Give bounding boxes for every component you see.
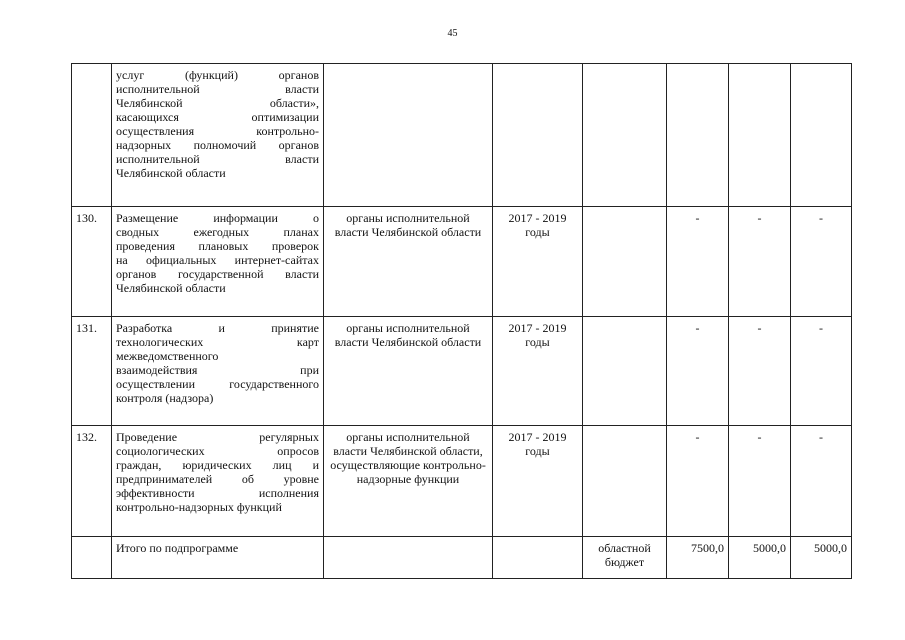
name-line: контрольно-надзорных функций	[116, 500, 282, 514]
name-line: надзорных полномочий органов	[116, 138, 319, 152]
executor: органы исполнительной власти Челябинской области	[324, 207, 493, 317]
total-value-2018: 5000,0	[729, 537, 791, 579]
value-2019	[791, 64, 852, 207]
value-2019: -	[791, 426, 852, 537]
row-number	[72, 64, 112, 207]
value-2017	[667, 64, 729, 207]
funding-source: областной бюджет	[583, 537, 667, 579]
name-line: Разработка и принятие	[116, 321, 319, 335]
value-2017: -	[667, 207, 729, 317]
period: 2017 - 2019 годы	[493, 207, 583, 317]
table-row	[72, 207, 852, 317]
name-line: граждан, юридических лиц и	[116, 458, 319, 472]
total-row	[72, 537, 852, 579]
name-line: Челябинской области	[116, 166, 226, 180]
executor: органы исполнительной власти Челябинской области	[324, 317, 493, 426]
total-label: Итого по подпрограмме	[112, 537, 324, 579]
name-line: органов государственной власти	[116, 267, 319, 281]
measure-name	[112, 207, 324, 317]
executor	[324, 64, 493, 207]
row-number	[72, 537, 112, 579]
page-number: 45	[447, 28, 458, 39]
name-line: осуществления контрольно-	[116, 124, 319, 138]
measure-name	[112, 426, 324, 537]
name-line: исполнительной власти	[116, 152, 319, 166]
period: 2017 - 2019 годы	[493, 426, 583, 537]
value-2018: -	[729, 317, 791, 426]
name-line: исполнительной власти	[116, 82, 319, 96]
total-value-2017: 7500,0	[667, 537, 729, 579]
measure-name	[112, 64, 324, 207]
value-2018: -	[729, 207, 791, 317]
value-2017: -	[667, 426, 729, 537]
table-row	[72, 64, 852, 207]
name-line: на официальных интернет-сайтах	[116, 253, 319, 267]
row-number: 131.	[72, 317, 112, 426]
name-line: технологических карт	[116, 335, 319, 349]
funding-source	[583, 207, 667, 317]
name-line: Челябинской области»,	[116, 96, 319, 110]
row-number: 132.	[72, 426, 112, 537]
funding-source	[583, 317, 667, 426]
executor: органы исполнительной власти Челябинской области, осуществляющие контрольно-надзорные функции	[324, 426, 493, 537]
name-line: взаимодействия при	[116, 363, 319, 377]
program-table	[71, 63, 852, 579]
name-line: касающихся оптимизации	[116, 110, 319, 124]
table-row	[72, 317, 852, 426]
name-line: Челябинской области	[116, 281, 226, 295]
name-line: предпринимателей об уровне	[116, 472, 319, 486]
period: 2017 - 2019 годы	[493, 317, 583, 426]
name-line: социологических опросов	[116, 444, 319, 458]
funding-source	[583, 426, 667, 537]
table-row	[72, 426, 852, 537]
name-line: эффективности исполнения	[116, 486, 319, 500]
total-value-2019: 5000,0	[791, 537, 852, 579]
executor	[324, 537, 493, 579]
value-2019: -	[791, 317, 852, 426]
value-2017: -	[667, 317, 729, 426]
name-line: контроля (надзора)	[116, 391, 214, 405]
name-line: Проведение регулярных	[116, 430, 319, 444]
name-line: осуществлении государственного	[116, 377, 319, 391]
value-2018: -	[729, 426, 791, 537]
period	[493, 537, 583, 579]
funding-source	[583, 64, 667, 207]
name-line: межведомственного	[116, 349, 219, 363]
name-line: Размещение информации о	[116, 211, 319, 225]
name-line: сводных ежегодных планах	[116, 225, 319, 239]
value-2018	[729, 64, 791, 207]
measure-name	[112, 317, 324, 426]
row-number: 130.	[72, 207, 112, 317]
name-line: услуг (функций) органов	[116, 68, 319, 82]
period	[493, 64, 583, 207]
name-line: проведения плановых проверок	[116, 239, 319, 253]
value-2019: -	[791, 207, 852, 317]
